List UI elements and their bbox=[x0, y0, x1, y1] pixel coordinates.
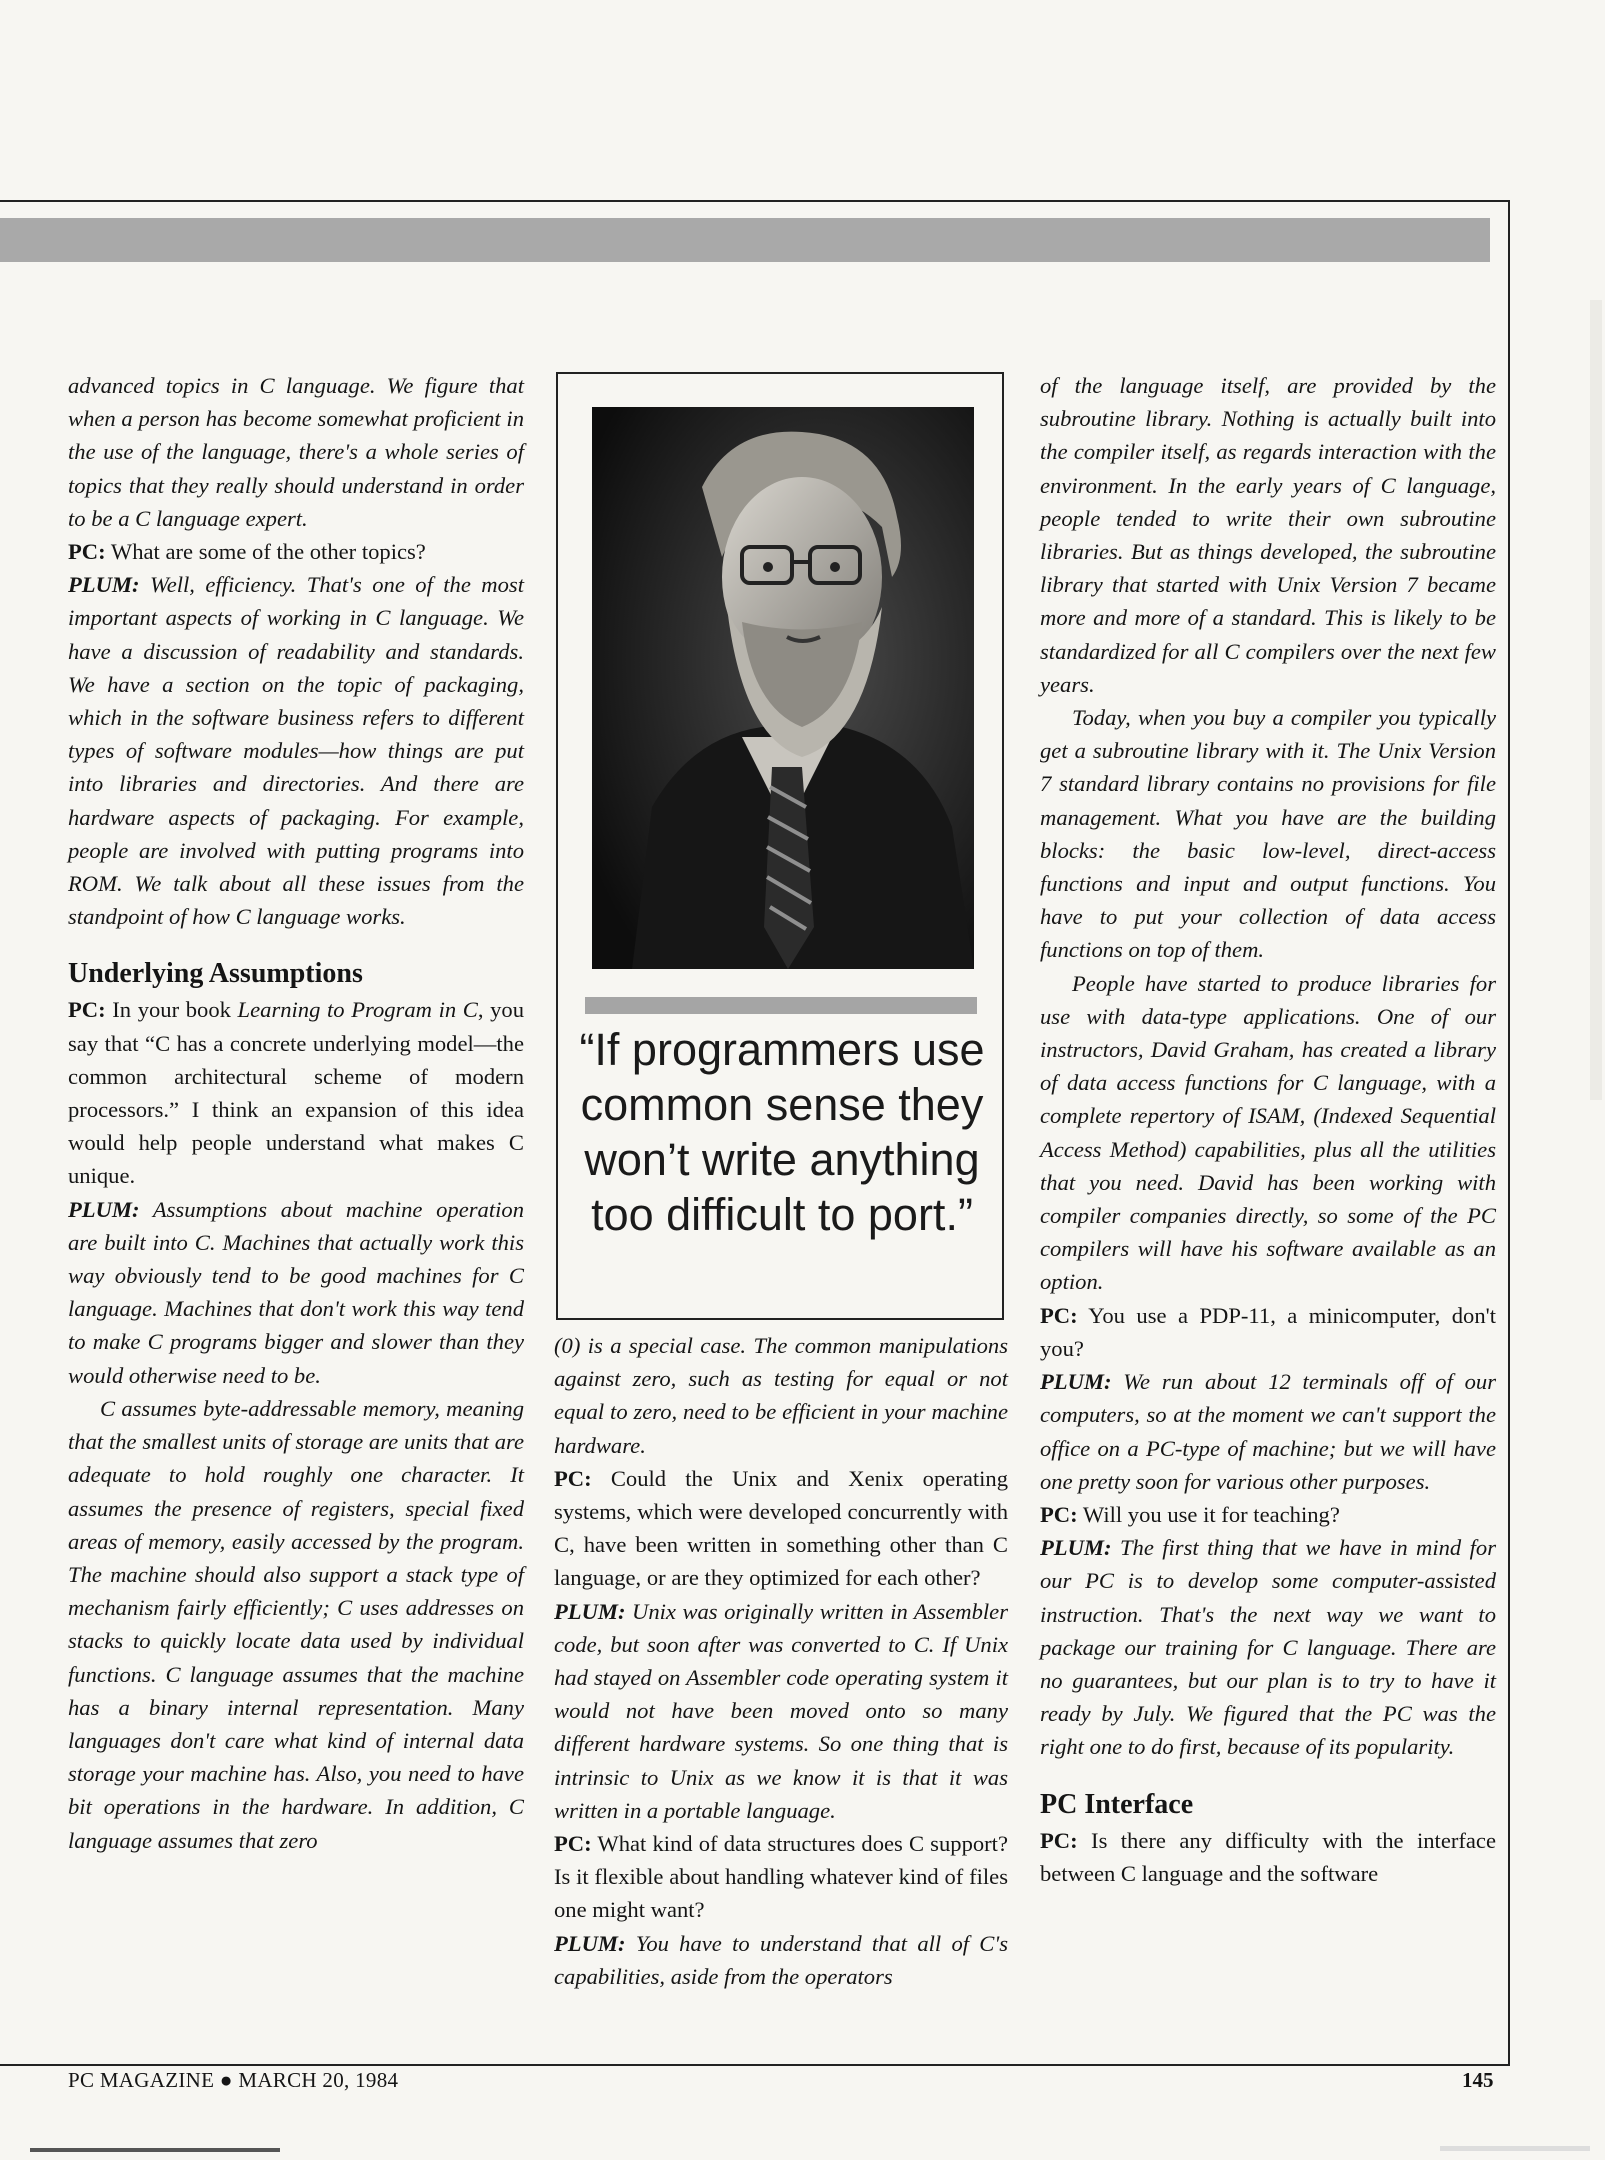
paragraph: Today, when you buy a compiler you typically get a subroutine library with it. The Unix Version 7 standard library contains no provisions for file management. What you have are the building blocks: the basic low-level, direct-access functions and input and output functions. You have to put your collection of data access functions on top of them. bbox=[1040, 705, 1496, 963]
bullet-icon: ● bbox=[219, 2068, 233, 2092]
question-text: What are some of the other topics? bbox=[105, 539, 426, 565]
page-frame-right bbox=[1508, 200, 1510, 2066]
answer bbox=[554, 1595, 1008, 1827]
answer bbox=[1040, 1531, 1496, 1763]
question-text: Is there any difficulty with the interface between C language and the software bbox=[1040, 1827, 1496, 1886]
question-text: , you say that “C has a concrete underlying model—the common architectural scheme of modern processors.” I think an expansion of this idea would help people understand what makes C unique. bbox=[68, 997, 524, 1189]
speaker-label: PC: bbox=[554, 1831, 592, 1857]
column-left bbox=[68, 369, 524, 1857]
speaker-label: PC: bbox=[68, 997, 106, 1023]
question-text: In your book bbox=[105, 997, 238, 1023]
question-text: Will you use it for teaching? bbox=[1077, 1501, 1340, 1527]
speaker-label: PLUM: bbox=[1040, 1369, 1112, 1395]
header-band bbox=[0, 218, 1490, 262]
question bbox=[1040, 1299, 1496, 1365]
question bbox=[554, 1827, 1008, 1927]
pull-quote-text: “If programmers use common sense they won’t write anything too difficult to port.” bbox=[579, 1024, 985, 1240]
question bbox=[1040, 1824, 1496, 1890]
page-frame-top bbox=[0, 200, 1510, 202]
scan-artifact bbox=[1440, 2146, 1590, 2151]
speaker-label: PC: bbox=[554, 1465, 592, 1491]
speaker-label: PC: bbox=[1040, 1501, 1078, 1527]
scan-edge bbox=[1590, 300, 1602, 1100]
speaker-label: PC: bbox=[1040, 1827, 1078, 1853]
question-text: You use a PDP-11, a minicomputer, don't you? bbox=[1040, 1302, 1496, 1361]
footer-masthead bbox=[68, 2068, 398, 2093]
answer bbox=[68, 1193, 524, 1392]
question bbox=[68, 535, 524, 568]
book-title: Learning to Program in C bbox=[237, 997, 478, 1023]
section-heading: Underlying Assumptions bbox=[68, 958, 363, 990]
paragraph: People have started to produce libraries for use with data-type applications. One of our instructors, David Graham, has created a library of data access functions for C language, with a complete repertory of ISAM, (Indexed Sequential Access Method) capabilities, plus all the utilities that you need. David has been working with compiler companies directly, so some of the PC compilers will have his software available as an option. bbox=[1040, 970, 1496, 1295]
footer-rule bbox=[0, 2064, 1510, 2066]
paragraph: advanced topics in C language. We figure that when a person has become somewhat proficient in the use of the language, there's a whole series of topics that they really should understand in order to be a C language expert. bbox=[68, 373, 524, 531]
answer-text: Unix was originally written in Assembler code, but soon after was converted to C. If Unix had stayed on Assembler code operating system it would not have been moved onto so many different hardware systems. So one thing that is intrinsic to Unix as we know it is that it was written in a portable language. bbox=[554, 1598, 1008, 1823]
speaker-label: PLUM: bbox=[1040, 1535, 1112, 1561]
answer bbox=[554, 1927, 1008, 1993]
answer bbox=[1040, 1365, 1496, 1498]
scan-artifact bbox=[30, 2148, 280, 2152]
speaker-label: PLUM: bbox=[68, 1196, 140, 1222]
paragraph: C assumes byte-addressable memory, meaning that the smallest units of storage are units that are adequate to hold roughly one character. It assumes the presence of registers, special fixed areas of memory, easily accessed by the program. The machine should also support a stack type of mechanism fairly efficiently; C uses addresses on stacks to quickly locate data used by individual functions. C language assumes that the machine has a binary internal representation. Many languages don't care what kind of internal data storage your machine has. Also, you need to have bit operations in the hardware. In addition, C language assumes that zero bbox=[68, 1395, 524, 1853]
paragraph: (0) is a special case. The common manipulations against zero, such as testing for equal or not equal to zero, need to be efficient in your machine hardware. bbox=[554, 1333, 1008, 1458]
speaker-label: PLUM: bbox=[68, 572, 140, 598]
answer bbox=[68, 568, 524, 933]
issue-date: MARCH 20, 1984 bbox=[238, 2068, 399, 2092]
section-heading: PC Interface bbox=[1040, 1788, 1194, 1820]
question-text: Could the Unix and Xenix operating systems, which were developed concurrently with C, have been written in something other than C language, or are they optimized for each other? bbox=[554, 1465, 1008, 1591]
question bbox=[1040, 1498, 1496, 1531]
column-right bbox=[1040, 369, 1496, 1890]
answer-text: Well, efficiency. That's one of the most important aspects of working in C language. We have a discussion of readability and standards. We have a section on the topic of packaging, which in the software business refers to different types of software modules—how things are put into libraries and directories. And there are hardware aspects of packaging. For example, people are involved with putting programs into ROM. We talk about all these issues from the standpoint of how C language works. bbox=[68, 572, 524, 930]
speaker-label: PLUM: bbox=[554, 1598, 626, 1624]
speaker-label: PLUM: bbox=[554, 1930, 626, 1956]
question-text: What kind of data structures does C support? Is it flexible about handling whatever kind of files one might want? bbox=[554, 1831, 1008, 1923]
answer-text: Assumptions about machine operation are built into C. Machines that actually work this way obviously tend to be good machines for C language. Machines that don't work this way tend to make C programs bigger and slower than they would otherwise need to be. bbox=[68, 1196, 524, 1388]
pullquote-box bbox=[556, 372, 1004, 1320]
magazine-name: PC MAGAZINE bbox=[68, 2068, 215, 2092]
answer-text: You have to understand that all of C's capabilities, aside from the operators bbox=[554, 1930, 1008, 1989]
question bbox=[68, 993, 524, 1192]
answer-text: We run about 12 terminals off of our computers, so at the moment we can't support the office on a PC-type of machine; but we will have one pretty soon for various other purposes. bbox=[1040, 1369, 1496, 1494]
portrait-photo bbox=[592, 407, 974, 969]
paragraph: of the language itself, are provided by the subroutine library. Nothing is actually built into the compiler itself, as regards interaction with the environment. In the early years of C language, people tended to write their own subroutine libraries. But as things developed, the subroutine library that started with Unix Version 7 became more and more of a standard. This is likely to be standardized for all C compilers over the next few years. bbox=[1040, 373, 1496, 697]
column-middle bbox=[554, 1329, 1008, 1993]
speaker-label: PC: bbox=[68, 539, 106, 565]
page-number: 145 bbox=[1462, 2068, 1494, 2092]
divider-bar bbox=[585, 997, 977, 1014]
answer-text: The first thing that we have in mind for our PC is to develop some computer-assisted instruction. That's the next way we want to package our training for C language. There are no guarantees, but our plan is to try to have it ready by July. We figured that the PC was the right one to do first, because of its popularity. bbox=[1040, 1535, 1496, 1760]
speaker-label: PC: bbox=[1040, 1302, 1078, 1328]
question bbox=[554, 1462, 1008, 1595]
